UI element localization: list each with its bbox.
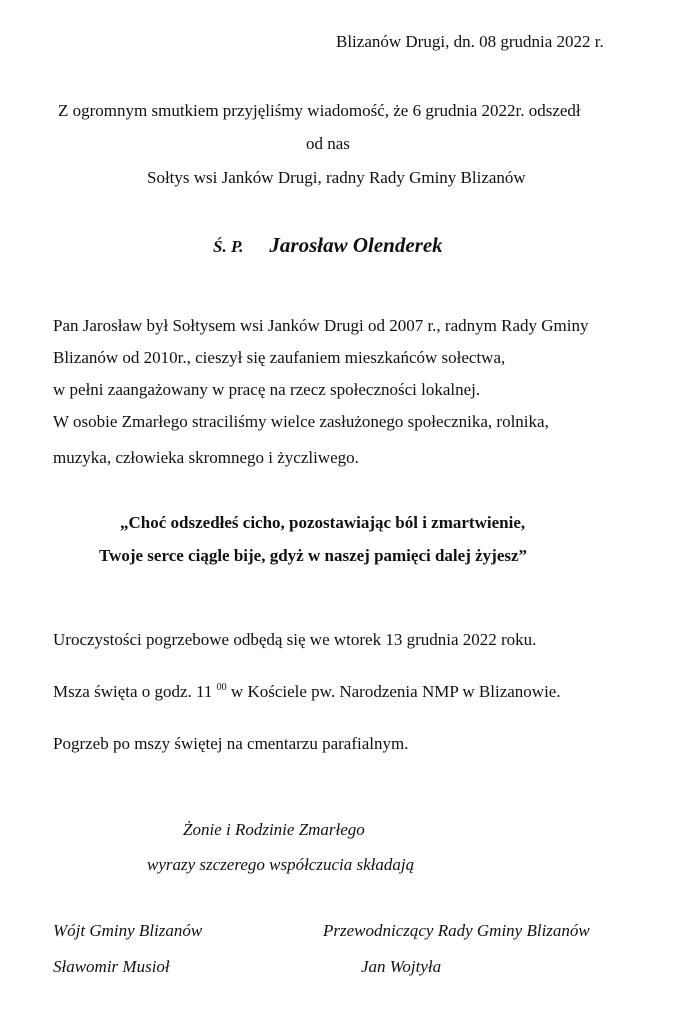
intro-line: Z ogromnym smutkiem przyjęliśmy wiadomość, że 6 grudnia 2022r. odszedł xyxy=(58,101,581,120)
quote-line: Twoje serce ciągle bije, gdyż w naszej pamięci dalej żyjesz” xyxy=(99,546,528,565)
signatory-right-title: Przewodniczący Rady Gminy Blizanów xyxy=(323,921,590,940)
intro-line: od nas xyxy=(306,134,350,153)
signatory-left-name: Sławomir Musioł xyxy=(53,957,170,976)
funeral-ceremony: Uroczystości pogrzebowe odbędą się we wtorek 13 grudnia 2022 roku. xyxy=(53,630,537,649)
deceased-prefix: Ś. P. xyxy=(213,237,244,256)
signatory-right-name: Jan Wojtyła xyxy=(361,957,442,976)
mass-text-before: Msza święta o godz. 11 xyxy=(53,682,217,701)
funeral-mass xyxy=(53,682,561,702)
condolences-line: Żonie i Rodzinie Zmarłego xyxy=(183,820,365,839)
bio-line: Pan Jarosław był Sołtysem wsi Janków Drugi od 2007 r., radnym Rady Gminy xyxy=(53,316,589,335)
intro-line-role: Sołtys wsi Janków Drugi, radny Rady Gminy Blizanów xyxy=(147,168,526,187)
place-date: Blizanów Drugi, dn. 08 grudnia 2022 r. xyxy=(336,32,604,51)
bio-line: w pełni zaangażowany w pracę na rzecz społeczności lokalnej. xyxy=(53,380,481,399)
condolences-line: wyrazy szczerego współczucia składają xyxy=(147,855,415,874)
funeral-burial: Pogrzeb po mszy świętej na cmentarzu parafialnym. xyxy=(53,734,409,753)
bio-line: muzyka, człowieka skromnego i życzliwego. xyxy=(53,448,359,467)
mass-text-after: w Kościele pw. Narodzenia NMP w Blizanowie. xyxy=(226,682,561,701)
bio-line: Blizanów od 2010r., cieszył się zaufaniem mieszkańców sołectwa, xyxy=(53,348,506,367)
signatory-left-title: Wójt Gminy Blizanów xyxy=(53,921,203,940)
quote-line: „Choć odszedłeś cicho, pozostawiając ból i zmartwienie, xyxy=(120,513,526,532)
deceased-name: Jarosław Olenderek xyxy=(269,233,443,257)
deceased-heading xyxy=(213,232,443,260)
mass-time-minutes: 00 xyxy=(216,682,227,693)
bio-line: W osobie Zmarłego straciliśmy wielce zasłużonego społecznika, rolnika, xyxy=(53,412,549,431)
